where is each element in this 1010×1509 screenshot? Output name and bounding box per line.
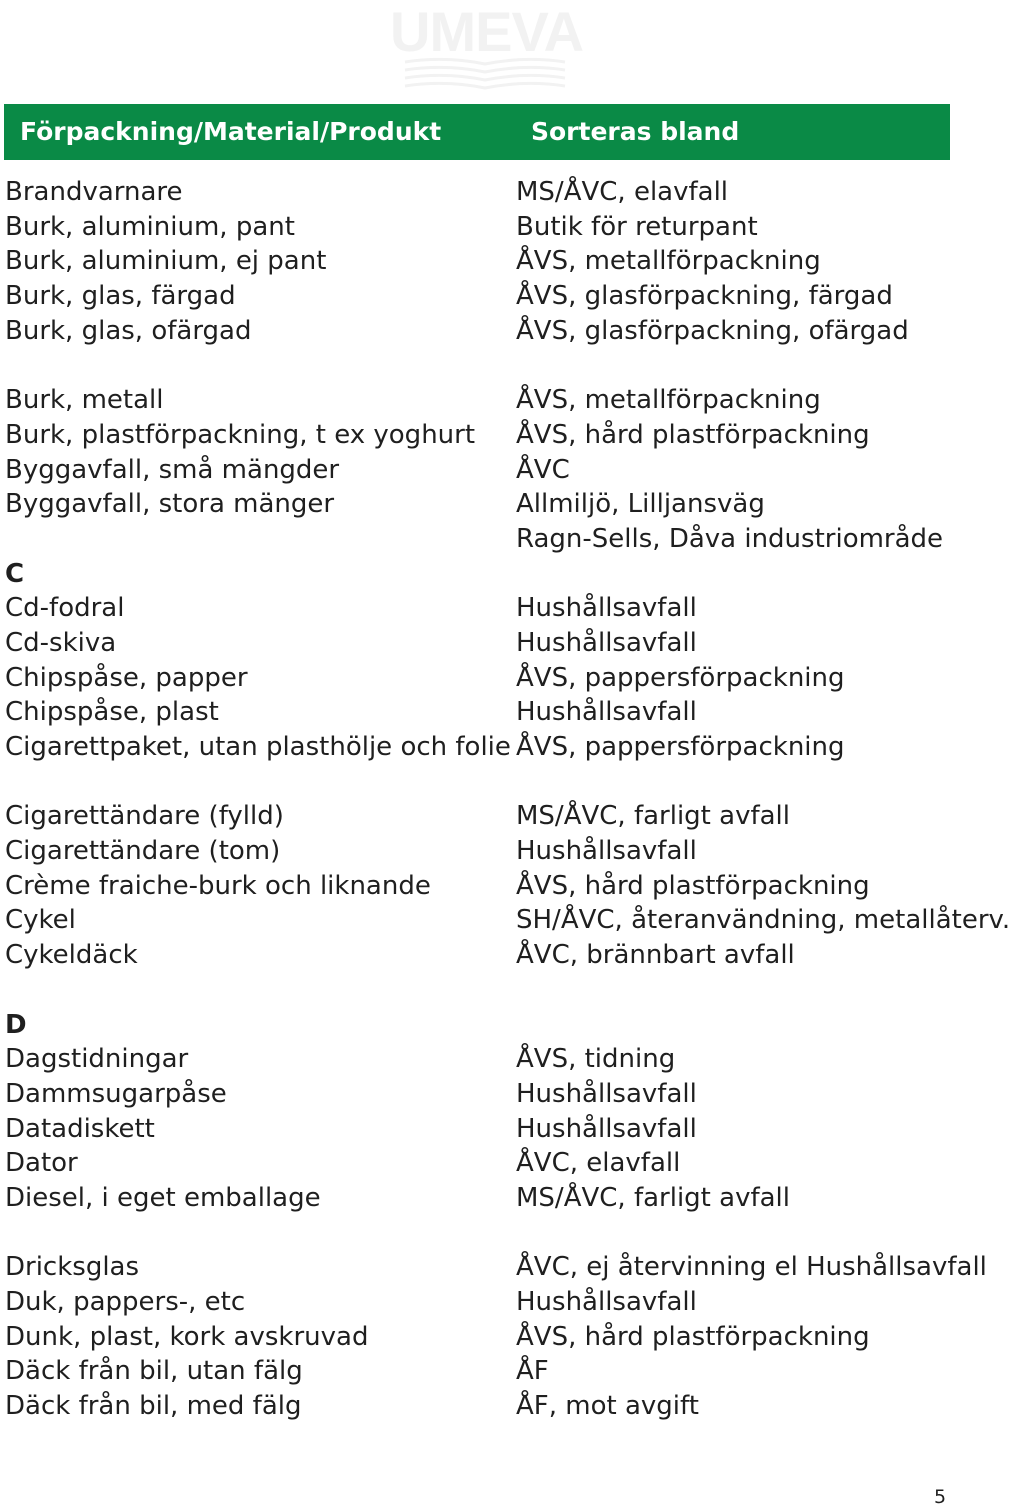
item-name: Burk, glas, ofärgad [5,315,252,346]
item-name: Cd-skiva [5,627,117,658]
table-row [0,383,960,418]
table-row [0,175,960,210]
spacer-row [0,973,960,1008]
item-name: Däck från bil, utan fälg [5,1356,303,1387]
item-name: Dator [5,1148,78,1179]
table-row [0,834,960,869]
table-row [0,1042,960,1077]
section-letter: D [5,1009,27,1040]
item-name: Dricksglas [5,1252,140,1283]
section-letter-row [0,557,960,592]
sort-destination: MS/ÅVC, farligt avfall [516,1182,790,1213]
item-name: Chipspåse, papper [5,662,248,693]
sort-destination: ÅVS, pappersförpackning [516,732,845,762]
sort-destination: Hushållsavfall [516,1113,697,1144]
sort-destination: ÅVS, metallförpackning [516,385,821,416]
sort-destination: ÅVC, brännbart avfall [516,940,795,971]
sort-destination: MS/ÅVC, farligt avfall [516,801,790,832]
item-name: Cigarettändare (fylld) [5,801,284,832]
section-letter: C [5,558,25,589]
sort-destination: Hushållsavfall [516,593,697,624]
table-row [0,487,960,522]
sort-destination: ÅVC [516,454,570,485]
sort-destination: ÅVS, tidning [516,1044,676,1075]
sort-destination: ÅVS, glasförpackning, färgad [516,281,893,312]
item-name: Dagstidningar [5,1044,189,1075]
sort-destination: Ragn-Sells, Dåva industriområde [516,523,944,554]
section-letter-row [0,1008,960,1043]
table-row [0,938,960,973]
sort-destination: Hushållsavfall [516,1287,697,1317]
item-name: Burk, metall [5,385,164,416]
sort-destination: Hushållsavfall [516,1078,697,1109]
table-row [0,869,960,904]
sort-destination: ÅVS, hård plastförpackning [516,1321,870,1352]
item-name: Datadiskett [5,1113,155,1144]
sort-destination: Hushållsavfall [516,627,697,658]
sort-destination: ÅVS, pappersförpackning [516,662,845,693]
item-name: Byggavfall, stora mänger [5,489,335,520]
spacer-row [0,1216,960,1251]
item-name: Burk, aluminium, pant [5,211,295,242]
table-row [0,695,960,730]
table-row [0,626,960,661]
item-name: Cigarettändare (tom) [5,836,281,867]
spacer-row [0,765,960,800]
table-row [0,799,960,834]
table-row [0,244,960,279]
sort-destination: ÅVS, glasförpackning, ofärgad [516,315,909,346]
sort-destination: MS/ÅVC, elavfall [516,177,729,207]
table-row [0,591,960,626]
sort-destination: Allmiljö, Lilljansväg [516,489,765,520]
table-row [0,453,960,488]
table-row [0,418,960,453]
table-row [0,903,1010,938]
sort-destination: ÅVS, metallförpackning [516,246,821,277]
logo-text: UMEVA [390,0,584,63]
table-row [0,1320,960,1355]
table-row [0,279,960,314]
sort-destination: ÅVC, ej återvinning el Hushållsavfall [516,1252,987,1283]
column-header-sort: Sorteras bland [531,117,740,146]
spacer-row [0,348,960,383]
sort-destination: ÅVS, hård plastförpackning [516,419,870,450]
sorting-table [0,175,1010,1424]
item-name: Cigarettpaket, utan plasthölje och folie [5,732,511,762]
table-row [0,1077,960,1112]
table-row [0,1146,960,1181]
sort-destination: ÅF, mot avgift [516,1391,699,1422]
table-header [4,104,950,160]
column-header-item: Förpackning/Material/Produkt [20,117,442,146]
table-row [0,314,960,349]
item-name: Burk, glas, färgad [5,281,236,312]
sort-destination: SH/ÅVC, återanvändning, metallåterv. [516,905,1010,936]
table-row [0,730,960,765]
table-row [0,1285,960,1320]
item-name: Burk, plastförpackning, t ex yoghurt [5,419,476,450]
item-name: Duk, pappers-, etc [5,1287,246,1317]
item-name: Cykel [5,905,76,936]
table-row [0,1112,960,1147]
item-name: Dunk, plast, kork avskruvad [5,1321,369,1352]
item-name: Brandvarnare [5,177,183,207]
item-name: Cd-fodral [5,593,125,624]
table-row [0,1354,960,1389]
item-name: Cykeldäck [5,940,138,971]
sort-destination: Butik för returpant [516,211,758,242]
umeva-logo [390,0,584,84]
item-name: Chipspåse, plast [5,697,219,728]
item-name: Dammsugarpåse [5,1078,227,1109]
sort-destination: Hushållsavfall [516,836,697,867]
item-name: Burk, aluminium, ej pant [5,246,327,277]
table-row [0,522,960,557]
page-number: 5 [934,1486,947,1508]
sort-destination: ÅVS, hård plastförpackning [516,870,870,901]
sort-destination: ÅVC, elavfall [516,1148,681,1179]
table-row [0,1181,960,1216]
item-name: Byggavfall, små mängder [5,454,340,485]
sort-destination: Hushållsavfall [516,697,697,728]
table-row [0,1389,960,1424]
item-name: Diesel, i eget emballage [5,1182,321,1213]
logo-book-icon [400,56,570,90]
table-row [0,210,960,245]
item-name: Däck från bil, med fälg [5,1391,302,1422]
sort-destination: ÅF [516,1356,549,1387]
item-name: Crème fraiche-burk och liknande [5,870,431,901]
table-row [0,1250,987,1285]
table-row [0,661,960,696]
